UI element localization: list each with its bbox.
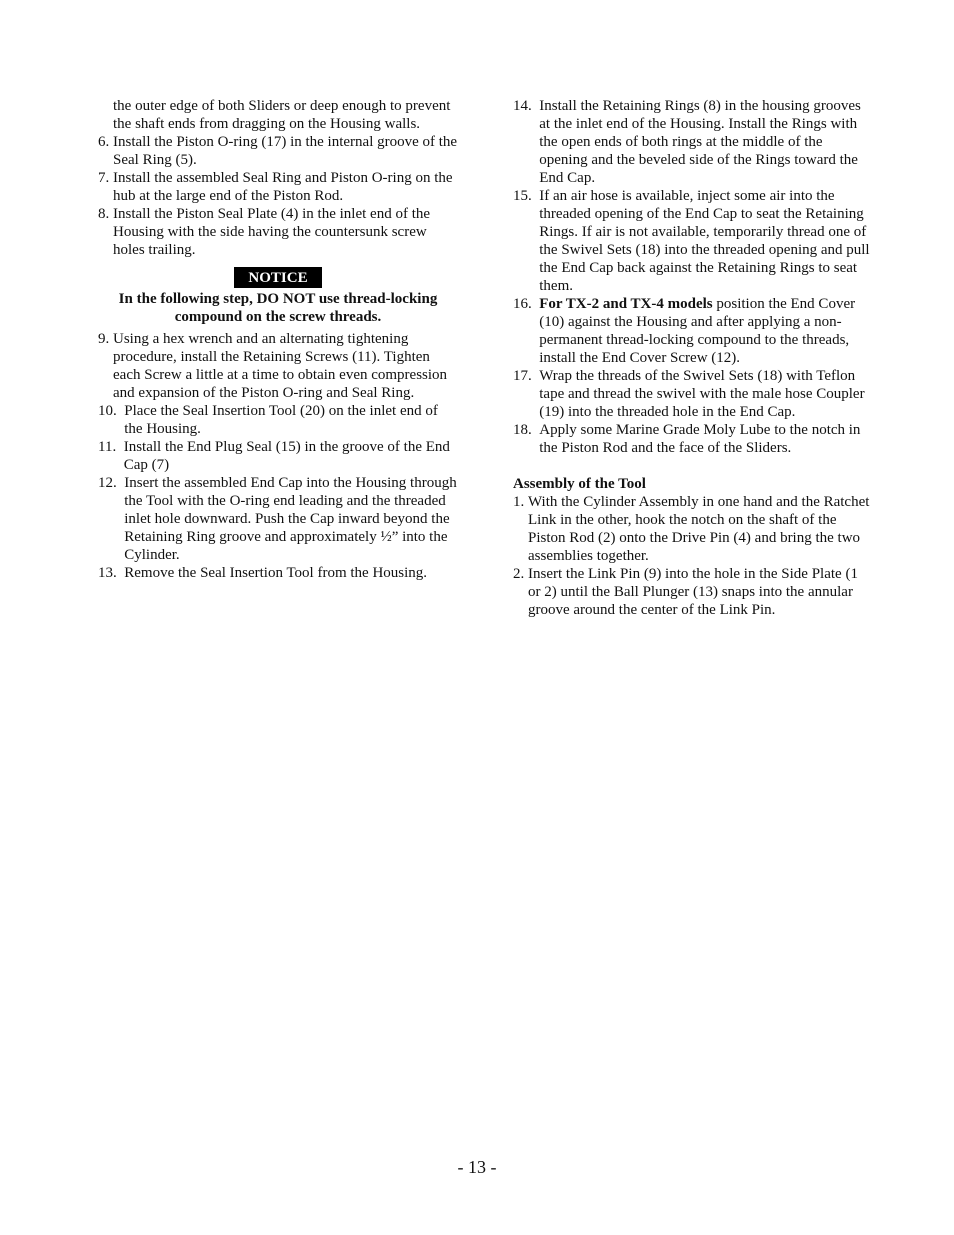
- step-text: Install the Piston Seal Plate (4) in the inlet end of the Housing with the side having the countersunk screw holes trailing.: [113, 206, 431, 258]
- step-number: 1.: [513, 494, 528, 510]
- page-number: - 13 -: [457, 1157, 497, 1177]
- list-item: [98, 438, 458, 474]
- step-text: Insert the Link Pin (9) into the hole in the Side Plate (1 or 2) until the Ball Plunger (13) snaps into the annular groove around the center of the Link Pin.: [528, 566, 858, 618]
- step-number: 2.: [513, 566, 528, 582]
- step-number: 15.: [513, 188, 540, 204]
- step-number: 14.: [513, 98, 540, 114]
- step-number: 8.: [98, 206, 113, 222]
- step-text: With the Cylinder Assembly in one hand and the Ratchet Link in the other, hook the notch on the shaft of the Piston Rod (2) onto the Drive Pin (4) and bring the two assemblies together.: [528, 494, 870, 564]
- step-number: 16.: [513, 296, 540, 312]
- list-item: [98, 133, 458, 169]
- list-item: [98, 330, 458, 402]
- step-number: 11.: [98, 439, 124, 455]
- step-text: Place the Seal Insertion Tool (20) on the inlet end of the Housing.: [124, 403, 438, 437]
- list-item: [513, 295, 873, 367]
- left-column: [98, 97, 458, 582]
- notice: [98, 267, 458, 288]
- list-item: [513, 421, 873, 457]
- list-item: [513, 493, 873, 565]
- step-number: 18.: [513, 422, 540, 438]
- step-number: 9.: [98, 331, 113, 347]
- step-number: 13.: [98, 565, 125, 581]
- step-number: 6.: [98, 134, 113, 150]
- right-column: [513, 97, 873, 619]
- step-number: 12.: [98, 475, 125, 491]
- step-text: Apply some Marine Grade Moly Lube to the notch in the Piston Rod and the face of the Sliders.: [539, 422, 861, 456]
- list-item: [513, 97, 873, 187]
- step-text-rest: position the End Cover (10) against the Housing and after applying a non-permanent thread-locking compound to the threads, install the End Cover Screw (12).: [539, 296, 856, 366]
- step-number: 10.: [98, 403, 125, 419]
- list-item: [98, 474, 458, 564]
- step-text: Wrap the threads of the Swivel Sets (18) with Teflon tape and thread the swivel with the male hose Coupler (19) into the threaded hole in the End Cap.: [539, 368, 865, 420]
- list-item: [513, 367, 873, 421]
- step-text: Install the Retaining Rings (8) in the housing grooves at the inlet end of the Housing. Install the Rings with the open ends of both rings at the middle of the opening and the beveled side of the Rings toward the End Cap.: [539, 98, 861, 186]
- continued-text: the outer edge of both Sliders or deep enough to prevent the shaft ends from dragging on the Housing walls.: [113, 98, 451, 132]
- step-text: If an air hose is available, inject some air into the threaded opening of the End Cap to seat the Retaining Rings. If air is not available, temporarily thread one of the Swivel Sets (18) into the threaded opening and pull the End Cap back against the Retaining Rings to seat them.: [539, 188, 870, 294]
- step-text: Install the assembled Seal Ring and Piston O-ring on the hub at the large end of the Piston Rod.: [113, 170, 453, 204]
- list-item: [98, 564, 458, 582]
- list-item: [98, 169, 458, 205]
- list-item: [98, 205, 458, 259]
- list-item: [98, 402, 458, 438]
- list-item: [513, 187, 873, 295]
- step-text: Install the End Plug Seal (15) in the groove of the End Cap (7): [123, 439, 450, 473]
- step-text: [539, 295, 873, 367]
- section-heading: Assembly of the Tool: [513, 476, 646, 492]
- step-text: Using a hex wrench and an alternating tightening procedure, install the Retaining Screws (11). Tighten each Screw a little at a time to obtain even compression and expansion of the Piston O-ring and Seal Ring.: [113, 331, 448, 401]
- step-bold-text: For TX-2 and TX-4 models: [539, 296, 713, 312]
- step-number: 17.: [513, 368, 540, 384]
- step-text: Remove the Seal Insertion Tool from the Housing.: [124, 565, 428, 581]
- step-text: Insert the assembled End Cap into the Housing through the Tool with the O-ring end leading and the threaded inlet hole downward. Push the Cap inward beyond the Retaining Ring groove and approximately ½” into the Cylinder.: [124, 475, 457, 563]
- notice-text: In the following step, DO NOT use thread-locking compound on the screw threads.: [118, 291, 438, 325]
- list-item: [513, 565, 873, 619]
- step-text: Install the Piston O-ring (17) in the internal groove of the Seal Ring (5).: [113, 134, 458, 168]
- step-number: 7.: [98, 170, 113, 186]
- notice-label: NOTICE: [234, 267, 321, 288]
